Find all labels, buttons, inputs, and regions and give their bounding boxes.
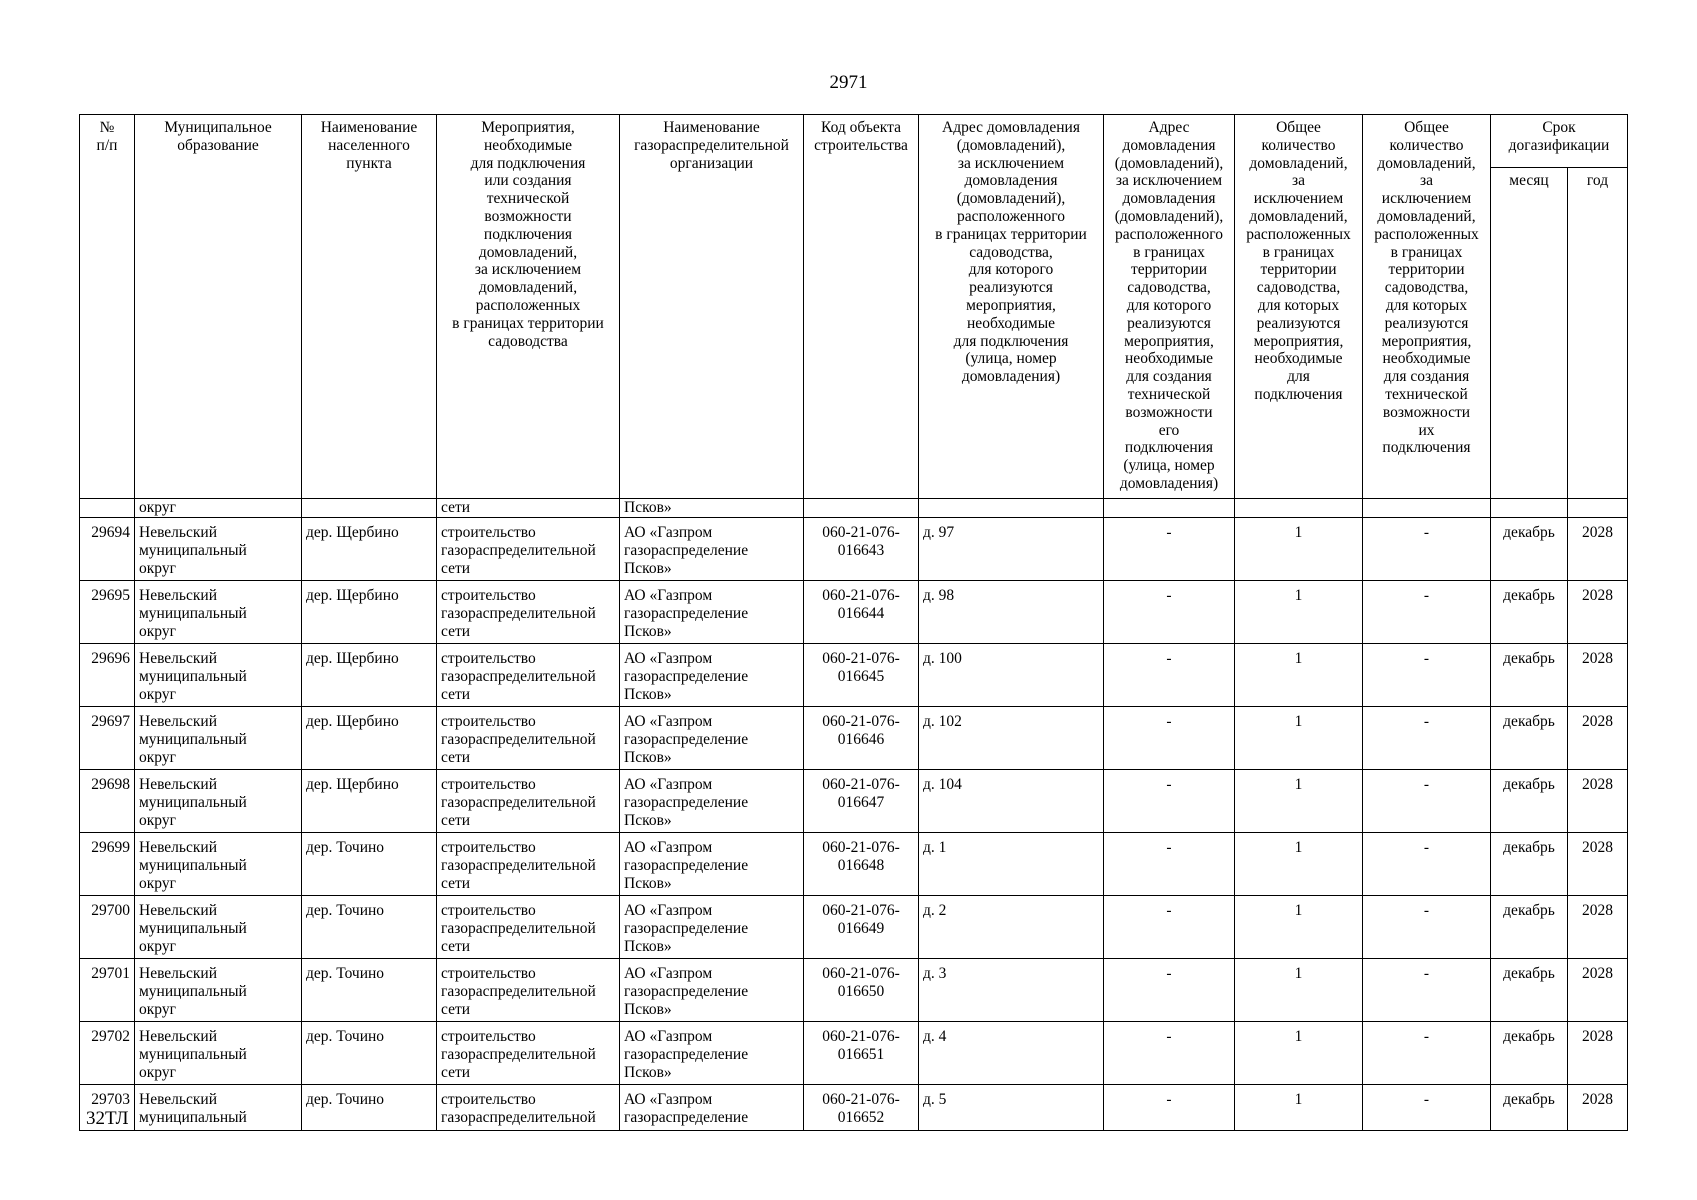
- cell-municipality: Невельский муниципальный округ: [135, 959, 302, 1022]
- cont-cell-address: [919, 499, 1104, 518]
- cell-settlement: дер. Щербино: [302, 770, 437, 833]
- header-address-capability: Адрес домовладения (домовладений), за исключением домовладения (домовладений), расположенного в границах территории садоводства, для которого реализуются мероприятия, необходимые для создания технической возможности его подключения (улица, номер домовладения): [1104, 115, 1235, 499]
- cell-measure: строительство газораспределительной сети: [437, 833, 620, 896]
- cont-cell-measure: сети: [437, 499, 620, 518]
- cell-gas-org: АО «Газпром газораспределение Псков»: [620, 770, 804, 833]
- cell-measure: строительство газораспределительной сети: [437, 707, 620, 770]
- cell-year: 2028: [1568, 1085, 1628, 1131]
- cell-measure: строительство газораспределительной сети: [437, 959, 620, 1022]
- cont-cell-settlement: [302, 499, 437, 518]
- cell-year: 2028: [1568, 896, 1628, 959]
- cont-cell-num: [80, 499, 135, 518]
- cell-settlement: дер. Точино: [302, 1085, 437, 1131]
- cell-municipality: Невельский муниципальный округ: [135, 1022, 302, 1085]
- cell-address-capability: -: [1104, 581, 1235, 644]
- cell-year: 2028: [1568, 833, 1628, 896]
- cell-municipality: Невельский муниципальный округ: [135, 833, 302, 896]
- header-count-capability: Общее количество домовладений, за исключением домовладений, расположенных в границах территории садоводства, для которых реализуются мероприятия, необходимые для создания технической возможности их подключения: [1363, 115, 1491, 499]
- cell-address: д. 1: [919, 833, 1104, 896]
- cell-count: 1: [1235, 644, 1363, 707]
- cell-gas-org: АО «Газпром газораспределение Псков»: [620, 959, 804, 1022]
- cell-address: д. 100: [919, 644, 1104, 707]
- cell-row-number: 29698: [80, 770, 135, 833]
- header-settlement: Наименование населенного пункта: [302, 115, 437, 499]
- cell-row-number: 29697: [80, 707, 135, 770]
- cell-month: декабрь: [1491, 770, 1568, 833]
- cont-cell-address2: [1104, 499, 1235, 518]
- cell-object-code: 060-21-076- 016644: [804, 581, 919, 644]
- cont-cell-count2: [1363, 499, 1491, 518]
- cell-year: 2028: [1568, 644, 1628, 707]
- cell-month: декабрь: [1491, 1022, 1568, 1085]
- header-address-connect: Адрес домовладения (домовладений), за исключением домовладения (домовладений), расположенного в границах территории садоводства, для которого реализуются мероприятия, необходимые для подключения (улица, номер домовладения): [919, 115, 1104, 499]
- cell-measure: строительство газораспределительной: [437, 1085, 620, 1131]
- cell-count-capability: -: [1363, 896, 1491, 959]
- cell-address: д. 98: [919, 581, 1104, 644]
- cell-count: 1: [1235, 1085, 1363, 1131]
- cell-object-code: 060-21-076- 016643: [804, 518, 919, 581]
- cell-settlement: дер. Точино: [302, 959, 437, 1022]
- cell-year: 2028: [1568, 770, 1628, 833]
- cell-count: 1: [1235, 1022, 1363, 1085]
- header-municipality: Муниципальное образование: [135, 115, 302, 499]
- cell-gas-org: АО «Газпром газораспределение Псков»: [620, 644, 804, 707]
- cont-cell-count: [1235, 499, 1363, 518]
- cont-cell-month: [1491, 499, 1568, 518]
- cell-count-capability: -: [1363, 581, 1491, 644]
- cell-municipality: Невельский муниципальный округ: [135, 707, 302, 770]
- header-object-code: Код объекта строительства: [804, 115, 919, 499]
- page-number: 2971: [829, 72, 868, 93]
- cell-count-capability: -: [1363, 959, 1491, 1022]
- cell-row-number: 29694: [80, 518, 135, 581]
- cell-count: 1: [1235, 833, 1363, 896]
- cell-address: д. 3: [919, 959, 1104, 1022]
- header-month: месяц: [1491, 168, 1568, 499]
- cell-address-capability: -: [1104, 1085, 1235, 1131]
- cell-count: 1: [1235, 518, 1363, 581]
- cell-count: 1: [1235, 581, 1363, 644]
- cell-address: д. 5: [919, 1085, 1104, 1131]
- cell-row-number: 29695: [80, 581, 135, 644]
- table-row: [80, 833, 1628, 896]
- continuation-row: [80, 499, 1628, 518]
- table-row: [80, 770, 1628, 833]
- table-row: [80, 959, 1628, 1022]
- cell-municipality: Невельский муниципальный округ: [135, 581, 302, 644]
- cell-measure: строительство газораспределительной сети: [437, 896, 620, 959]
- cell-gas-org: АО «Газпром газораспределение Псков»: [620, 707, 804, 770]
- cell-count: 1: [1235, 707, 1363, 770]
- cell-object-code: 060-21-076- 016645: [804, 644, 919, 707]
- table-row: [80, 896, 1628, 959]
- cell-object-code: 060-21-076- 016646: [804, 707, 919, 770]
- cell-count-capability: -: [1363, 833, 1491, 896]
- cell-object-code: 060-21-076- 016651: [804, 1022, 919, 1085]
- cell-month: декабрь: [1491, 518, 1568, 581]
- cell-month: декабрь: [1491, 581, 1568, 644]
- cell-count-capability: -: [1363, 1022, 1491, 1085]
- cell-object-code: 060-21-076- 016647: [804, 770, 919, 833]
- footer-code: 32ТЛ: [86, 1108, 129, 1129]
- cell-gas-org: АО «Газпром газораспределение Псков»: [620, 581, 804, 644]
- cont-cell-org: Псков»: [620, 499, 804, 518]
- cell-year: 2028: [1568, 1022, 1628, 1085]
- header-row: [80, 115, 1628, 168]
- cell-address: д. 2: [919, 896, 1104, 959]
- cell-settlement: дер. Щербино: [302, 644, 437, 707]
- header-count-connect: Общее количество домовладений, за исключением домовладений, расположенных в границах территории садоводства, для которых реализуются мероприятия, необходимые для подключения: [1235, 115, 1363, 499]
- cell-gas-org: АО «Газпром газораспределение: [620, 1085, 804, 1131]
- cell-settlement: дер. Точино: [302, 833, 437, 896]
- cont-cell-year: [1568, 499, 1628, 518]
- cell-row-number: 29700: [80, 896, 135, 959]
- header-year: год: [1568, 168, 1628, 499]
- gasification-table: [79, 114, 1628, 1131]
- cell-measure: строительство газораспределительной сети: [437, 581, 620, 644]
- cell-count-capability: -: [1363, 770, 1491, 833]
- cell-count: 1: [1235, 959, 1363, 1022]
- cell-month: декабрь: [1491, 833, 1568, 896]
- cell-row-number: 29701: [80, 959, 135, 1022]
- cell-count-capability: -: [1363, 644, 1491, 707]
- table-row: [80, 1085, 1628, 1131]
- table-row: [80, 644, 1628, 707]
- cell-measure: строительство газораспределительной сети: [437, 1022, 620, 1085]
- cell-year: 2028: [1568, 707, 1628, 770]
- cell-year: 2028: [1568, 581, 1628, 644]
- cell-count-capability: -: [1363, 1085, 1491, 1131]
- cell-address-capability: -: [1104, 770, 1235, 833]
- cell-municipality: Невельский муниципальный округ: [135, 644, 302, 707]
- cell-month: декабрь: [1491, 959, 1568, 1022]
- cell-municipality: Невельский муниципальный округ: [135, 770, 302, 833]
- cell-gas-org: АО «Газпром газораспределение Псков»: [620, 1022, 804, 1085]
- cell-municipality: Невельский муниципальный: [135, 1085, 302, 1131]
- cell-address: д. 97: [919, 518, 1104, 581]
- cell-settlement: дер. Щербино: [302, 707, 437, 770]
- cell-object-code: 060-21-076- 016652: [804, 1085, 919, 1131]
- cell-month: декабрь: [1491, 1085, 1568, 1131]
- cell-address-capability: -: [1104, 959, 1235, 1022]
- cell-count: 1: [1235, 770, 1363, 833]
- table-row: [80, 518, 1628, 581]
- cell-municipality: Невельский муниципальный округ: [135, 896, 302, 959]
- cell-measure: строительство газораспределительной сети: [437, 518, 620, 581]
- header-measures: Мероприятия, необходимые для подключения или создания технической возможности подключения домовладений, за исключением домовладений, расположенных в границах территории садоводства: [437, 115, 620, 499]
- cell-row-number: 29696: [80, 644, 135, 707]
- cell-address: д. 102: [919, 707, 1104, 770]
- cell-count: 1: [1235, 896, 1363, 959]
- header-deadline: Срок догазификации: [1491, 115, 1628, 168]
- cell-address: д. 4: [919, 1022, 1104, 1085]
- cell-count-capability: -: [1363, 707, 1491, 770]
- cell-gas-org: АО «Газпром газораспределение Псков»: [620, 518, 804, 581]
- cell-address-capability: -: [1104, 707, 1235, 770]
- cell-settlement: дер. Точино: [302, 896, 437, 959]
- cell-month: декабрь: [1491, 707, 1568, 770]
- cell-row-number: 29699: [80, 833, 135, 896]
- cell-measure: строительство газораспределительной сети: [437, 644, 620, 707]
- cell-settlement: дер. Точино: [302, 1022, 437, 1085]
- header-number: № п/п: [80, 115, 135, 499]
- cell-address-capability: -: [1104, 833, 1235, 896]
- cell-address: д. 104: [919, 770, 1104, 833]
- cell-object-code: 060-21-076- 016650: [804, 959, 919, 1022]
- cell-year: 2028: [1568, 518, 1628, 581]
- cell-row-number: 29702: [80, 1022, 135, 1085]
- header-gas-org: Наименование газораспределительной организации: [620, 115, 804, 499]
- cell-settlement: дер. Щербино: [302, 518, 437, 581]
- cont-cell-mo: округ: [135, 499, 302, 518]
- cell-object-code: 060-21-076- 016649: [804, 896, 919, 959]
- cell-municipality: Невельский муниципальный округ: [135, 518, 302, 581]
- cell-year: 2028: [1568, 959, 1628, 1022]
- cell-address-capability: -: [1104, 1022, 1235, 1085]
- table-row: [80, 581, 1628, 644]
- cell-month: декабрь: [1491, 644, 1568, 707]
- cell-address-capability: -: [1104, 896, 1235, 959]
- table-row: [80, 707, 1628, 770]
- cont-cell-code: [804, 499, 919, 518]
- cell-row-number: 29703: [80, 1085, 135, 1131]
- cell-measure: строительство газораспределительной сети: [437, 770, 620, 833]
- cell-address-capability: -: [1104, 518, 1235, 581]
- cell-address-capability: -: [1104, 644, 1235, 707]
- cell-settlement: дер. Щербино: [302, 581, 437, 644]
- cell-count-capability: -: [1363, 518, 1491, 581]
- table-row: [80, 1022, 1628, 1085]
- cell-object-code: 060-21-076- 016648: [804, 833, 919, 896]
- cell-gas-org: АО «Газпром газораспределение Псков»: [620, 896, 804, 959]
- cell-month: декабрь: [1491, 896, 1568, 959]
- cell-gas-org: АО «Газпром газораспределение Псков»: [620, 833, 804, 896]
